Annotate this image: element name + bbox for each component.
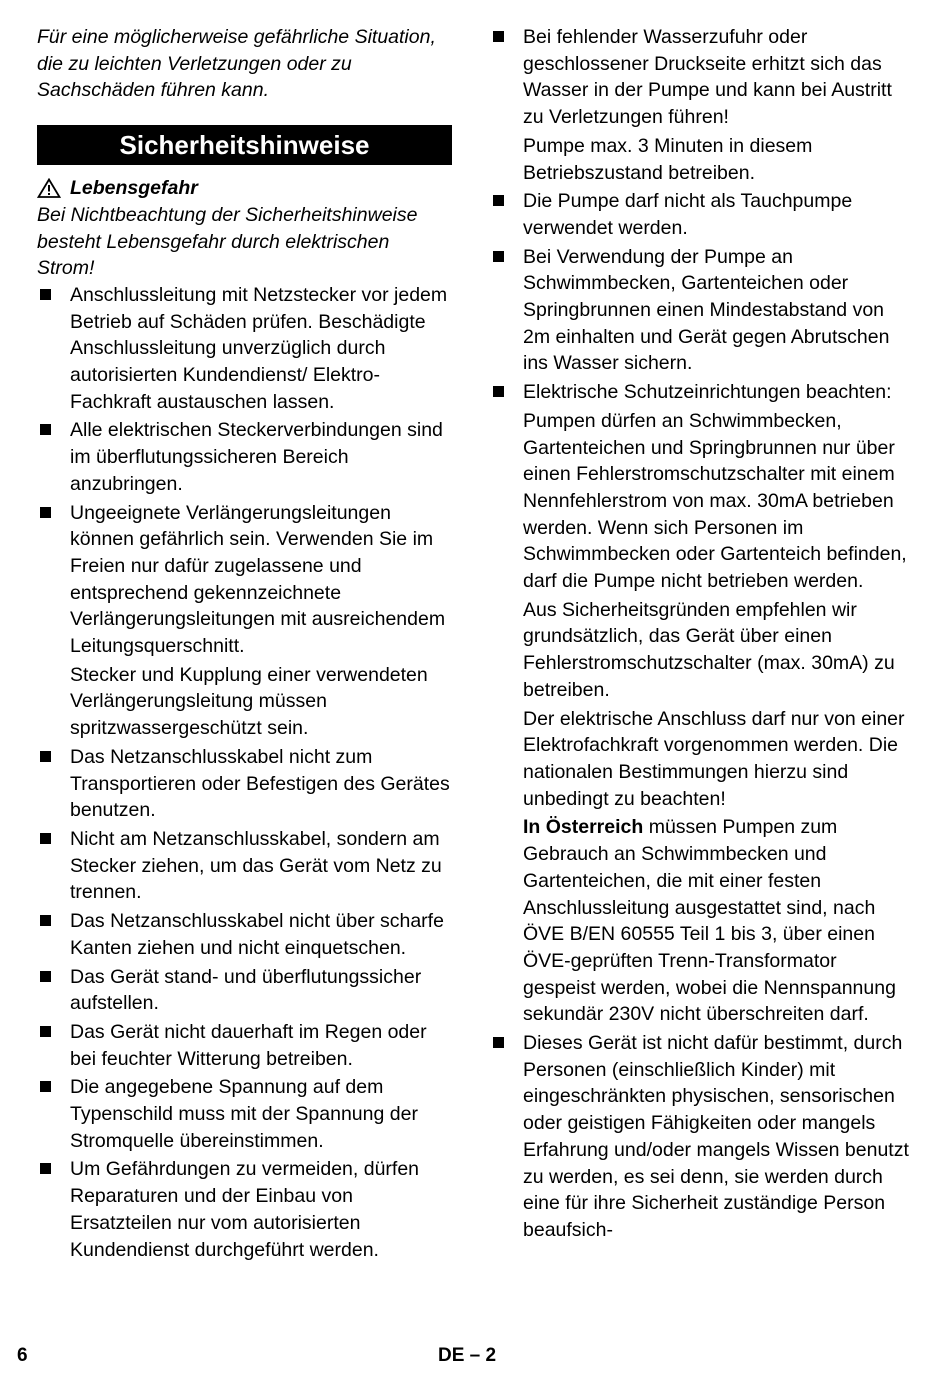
- list-item: Nicht am Netzanschlusskabel, sondern am Stecker ziehen, um das Gerät vom Netz zu trennen.: [37, 826, 452, 906]
- warning-heading: [37, 175, 452, 202]
- language-page-label: DE – 2: [438, 1345, 497, 1366]
- list-item: Um Gefährdungen zu vermeiden, dürfen Reparaturen und der Einbau von Ersatzteilen nur vom autorisierten Kundendienst durchgeführt werden.: [37, 1156, 452, 1263]
- section-title: Sicherheitshinweise: [37, 125, 452, 165]
- list-item: Bei fehlender Wasserzufuhr oder geschlossener Druckseite erhitzt sich das Wasser in der Pumpe und kann bei Austritt zu Verletzungen führen!: [490, 24, 910, 131]
- list-item: Anschlussleitung mit Netzstecker vor jedem Betrieb auf Schäden prüfen. Beschädigte Anschlussleitung unverzüglich durch autorisierten Kundendienst/ Elektro-Fachkraft austauschen lassen.: [37, 282, 452, 416]
- right-column: [490, 24, 910, 1244]
- intro-text: Für eine möglicherweise gefährliche Situation, die zu leichten Verletzungen oder zu Sachschäden führen kann.: [37, 26, 436, 102]
- list-item-note: Pumpen dürfen an Schwimmbecken, Gartenteichen und Springbrunnen nur über einen Fehlerstromschutzschalter mit einem Nennfehlerstrom von max. 30mA betrieben werden. Wenn sich Personen im Schwimmbecken oder Gartenteich befinden, darf die Pumpe nicht betrieben werden.: [523, 409, 907, 593]
- list-item-note: Aus Sicherheitsgründen empfehlen wir grundsätzlich, das Gerät über einen Fehlerstromschutzschalter (max. 30mA) zu betreiben.: [523, 598, 895, 701]
- list-item: Das Gerät nicht dauerhaft im Regen oder bei feuchter Witterung betreiben.: [37, 1019, 452, 1072]
- list-item: Alle elektrischen Steckerverbindungen sind im überflutungssicheren Bereich anzubringen.: [37, 417, 452, 497]
- warning-triangle-icon: [37, 178, 61, 198]
- list-item: Elektrische Schutzeinrichtungen beachten:: [490, 379, 910, 406]
- list-item-note: Pumpe max. 3 Minuten in diesem Betriebszustand betreiben.: [523, 134, 813, 184]
- list-item: Bei Verwendung der Pumpe an Schwimmbecken, Gartenteichen oder Springbrunnen einen Mindestabstand von 2m einhalten und Gerät gegen Abrutschen ins Wasser sichern.: [490, 244, 910, 378]
- warning-title: Lebensgefahr: [70, 177, 198, 200]
- list-item-note: Stecker und Kupplung einer verwendeten Verlängerungsleitung müssen spritzwassergeschützt sein.: [70, 663, 428, 740]
- list-item: Das Netzanschlusskabel nicht über scharfe Kanten ziehen und nicht einquetschen.: [37, 908, 452, 961]
- left-column: [37, 24, 452, 1263]
- list-item-note: [490, 814, 910, 1028]
- list-item: Die angegebene Spannung auf dem Typenschild muss mit der Spannung der Stromquelle übereinstimmen.: [37, 1074, 452, 1154]
- list-item: Ungeeignete Verlängerungsleitungen können gefährlich sein. Verwenden Sie im Freien nur dafür zugelassene und entsprechend gekennzeichnete Verlängerungsleitungen mit ausreichendem Leitungsquerschnitt.: [37, 500, 452, 660]
- country-emphasis: In Österreich: [523, 816, 644, 839]
- austria-note: müssen Pumpen zum Gebrauch an Schwimmbecken und Gartenteichen, die mit einer festen Anschlussleitung ausgestattet sind, nach ÖVE B/EN 60555 Teil 1 bis 3, über einen ÖVE-geprüften Trenn-Transformator gespeist werden, wobei die Nennspannung sekundär 230V nicht überschreiten darf.: [523, 816, 896, 1026]
- warning-text: Bei Nichtbeachtung der Sicherheitshinweise besteht Lebensgefahr durch elektrischen Strom!: [37, 203, 418, 280]
- page-number: 6: [17, 1345, 28, 1366]
- list-item: Dieses Gerät ist nicht dafür bestimmt, durch Personen (einschließlich Kinder) mit eingeschränkten physischen, sensorischen oder geistigen Fähigkeiten oder mangels Erfahrung und/oder mangels Wissen benutzt zu werden, es sei denn, sie werden durch eine für ihre Sicherheit zuständige Person beaufsich-: [490, 1030, 910, 1244]
- list-item: Das Netzanschlusskabel nicht zum Transportieren oder Befestigen des Gerätes benutzen.: [37, 744, 452, 824]
- list-item: Die Pumpe darf nicht als Tauchpumpe verwendet werden.: [490, 188, 910, 241]
- list-item: Das Gerät stand- und überflutungssicher aufstellen.: [37, 964, 452, 1017]
- list-item-note: Der elektrische Anschluss darf nur von einer Elektrofachkraft vorgenommen werden. Die nationalen Bestimmungen hierzu sind unbedingt zu beachten!: [523, 707, 905, 810]
